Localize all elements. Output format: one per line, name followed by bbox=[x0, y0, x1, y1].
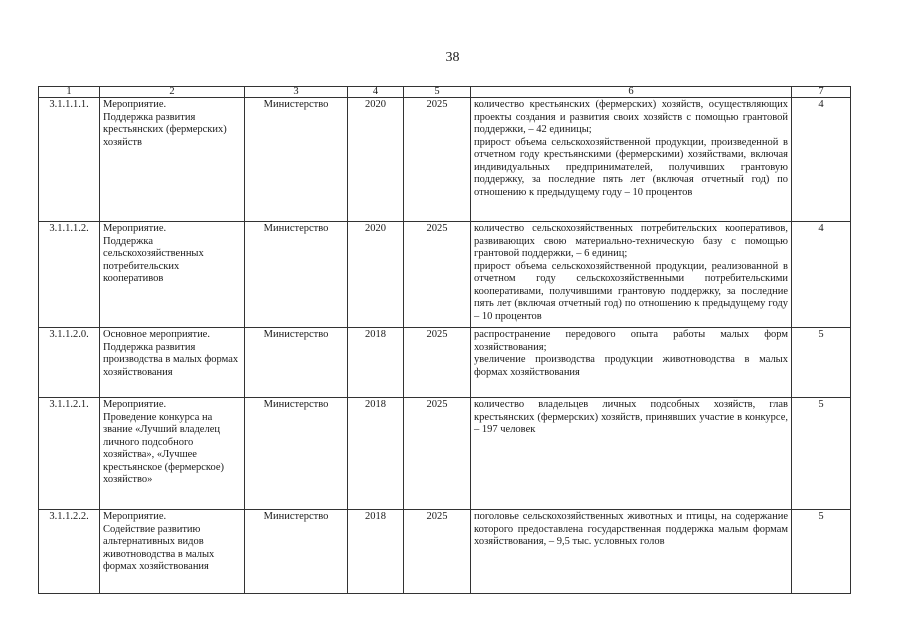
expected-result bbox=[471, 510, 792, 594]
measure-name: Мероприятие. Проведение конкурса на звание «Лучший владелец личного подсобного хозяйства», «Лучшее крестьянское (фермерское) хозяйство» bbox=[100, 398, 245, 510]
result-line: количество крестьянских (фермерских) хозяйств, осуществляющих проекты создания и развития своих хозяйств с помощью грантовой поддержки, – 42 единицы; bbox=[474, 99, 788, 135]
start-year: 2018 bbox=[348, 510, 404, 594]
expected-result bbox=[471, 398, 792, 510]
expected-result bbox=[471, 328, 792, 398]
expected-result bbox=[471, 98, 792, 222]
row-number: 3.1.1.1.1. bbox=[39, 98, 100, 222]
start-year: 2020 bbox=[348, 222, 404, 328]
table-row bbox=[39, 510, 851, 594]
program-table bbox=[38, 86, 851, 594]
start-year: 2018 bbox=[348, 398, 404, 510]
end-year: 2025 bbox=[404, 98, 471, 222]
indicator-ref: 4 bbox=[792, 98, 851, 222]
result-line: увеличение производства продукции животноводства в малых формах хозяйствования bbox=[474, 354, 788, 378]
indicator-ref: 5 bbox=[792, 398, 851, 510]
measure-name: Мероприятие. Поддержка сельскохозяйственных потребительских кооперативов bbox=[100, 222, 245, 328]
executor: Министерство bbox=[245, 398, 348, 510]
end-year: 2025 bbox=[404, 398, 471, 510]
start-year: 2018 bbox=[348, 328, 404, 398]
executor: Министерство bbox=[245, 98, 348, 222]
result-line: поголовье сельскохозяйственных животных и птицы, на содержание которого предоставлена государственная поддержка малым формам хозяйствования, – 9,5 тыс. условных голов bbox=[474, 511, 788, 547]
result-line: количество сельскохозяйственных потребительских кооперативов, развивающих свою материально-техническую базу с помощью грантовой поддержки, – 6 единиц; bbox=[474, 223, 788, 259]
result-line: распространение передового опыта работы малых форм хозяйствования; bbox=[474, 329, 788, 353]
measure-name: Мероприятие. Содействие развитию альтернативных видов животноводства в малых формах хозяйствования bbox=[100, 510, 245, 594]
col-header-3: 3 bbox=[245, 87, 348, 98]
col-header-2: 2 bbox=[100, 87, 245, 98]
header-row bbox=[39, 87, 851, 98]
result-line: прирост объема сельскохозяйственной продукции, произведенной в отчетном году крестьянскими (фермерскими) хозяйствами, включая индивидуальных предпринимателей, получивших грантовую поддержку, за последние пять лет (включая отчетный год) по отношению к предыдущему году – 10 процентов bbox=[474, 136, 788, 198]
col-header-5: 5 bbox=[404, 87, 471, 98]
expected-result bbox=[471, 222, 792, 328]
executor: Министерство bbox=[245, 222, 348, 328]
table-row bbox=[39, 222, 851, 328]
col-header-4: 4 bbox=[348, 87, 404, 98]
row-number: 3.1.1.2.0. bbox=[39, 328, 100, 398]
indicator-ref: 4 bbox=[792, 222, 851, 328]
indicator-ref: 5 bbox=[792, 328, 851, 398]
table-row bbox=[39, 328, 851, 398]
table-row bbox=[39, 98, 851, 222]
col-header-6: 6 bbox=[471, 87, 792, 98]
measure-name: Мероприятие. Поддержка развития крестьянских (фермерских) хозяйств bbox=[100, 98, 245, 222]
row-number: 3.1.1.1.2. bbox=[39, 222, 100, 328]
row-number: 3.1.1.2.2. bbox=[39, 510, 100, 594]
executor: Министерство bbox=[245, 510, 348, 594]
indicator-ref: 5 bbox=[792, 510, 851, 594]
row-number: 3.1.1.2.1. bbox=[39, 398, 100, 510]
end-year: 2025 bbox=[404, 328, 471, 398]
executor: Министерство bbox=[245, 328, 348, 398]
start-year: 2020 bbox=[348, 98, 404, 222]
col-header-1: 1 bbox=[39, 87, 100, 98]
page-number: 38 bbox=[445, 50, 460, 65]
measure-name: Основное мероприятие. Поддержка развития производства в малых формах хозяйствования bbox=[100, 328, 245, 398]
end-year: 2025 bbox=[404, 222, 471, 328]
table-row bbox=[39, 398, 851, 510]
result-line: прирост объема сельскохозяйственной продукции, реализованной в отчетном году сельскохозяйственными потребительскими кооперативами, получившими грантовую поддержку, за последние пять лет (включая отчетный год) по отношению к предыдущему году – 10 процентов bbox=[474, 260, 788, 322]
result-line: количество владельцев личных подсобных хозяйств, глав крестьянских (фермерских) хозяйств, принявших участие в конкурсе, – 197 человек bbox=[474, 399, 788, 435]
col-header-7: 7 bbox=[792, 87, 851, 98]
end-year: 2025 bbox=[404, 510, 471, 594]
